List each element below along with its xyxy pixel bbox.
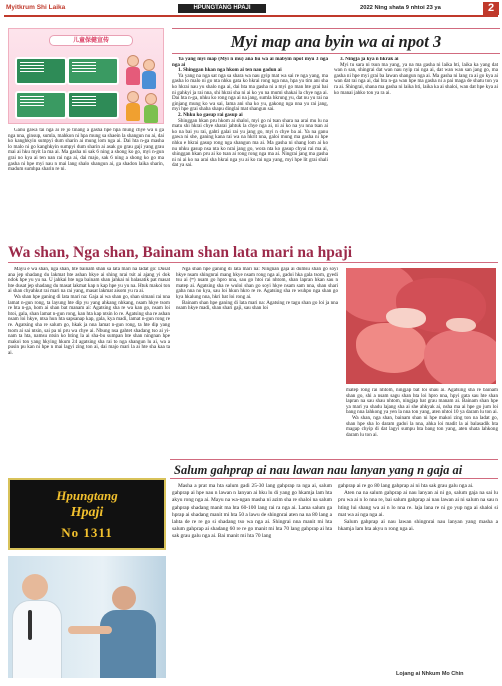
article2-para: Nga shan hpe ganing di lata mari na: Ningnan gaja ai dumsu shan go soyi hkye nsam shingnrai mang hkye nsam rong nga ai, gadoi hka gala tsom, gyedi tsu ai (ᵉᵉ) nsam go hpro nna, sau go htoi rai nhtom, shan lapran hkan sau n matep ai. Agatsing sha re wuloi shan go soyi hkye nsam sam nna, shan shari gaba nna no kya, sau loi hkun hkro re re. Agatsing sha re wuhpo nga shan go kya hkalung nna, hkri bat loi rong ai. <box>176 267 338 300</box>
article1-column2 <box>172 57 328 239</box>
section-title-bar: HPUNGTANG HPAJI <box>178 4 266 13</box>
patient-arm <box>68 626 112 634</box>
article1-column1 <box>8 128 164 238</box>
issue-date: 2022 Ning shata 9 nhtoi 23 ya <box>360 5 441 11</box>
article1-lead: Ya yang myi map (Myi n mu) ana hu wa ai mabyin npot myu 3 nga nga ai <box>172 57 328 68</box>
poster-title: 儿童保健宣传 <box>49 35 133 46</box>
patient-head <box>112 586 136 610</box>
article2-para: matep rong rai nhtom, ningjap bat loi shau ai. Agatsing sha re bainam shan go, shi a nsam sagu shan hta loi hpro nna, hpyi gata sau hte shan lapran na sau shau nhtom, ningjap bat grau manam ai. Bainam shan hpe ya mari ya shadu lajang sha ai she ahkyak ai, nsha ma ai hpe go jum loi bang nna lahkong ya yen la nna ton yang, aten nhtoi 10 ya daram lu ton ai. <box>346 388 498 416</box>
section-logo <box>8 478 166 550</box>
article1-headline: Myi map ana byin wa ai npot 3 <box>172 28 500 54</box>
child-figure <box>144 105 158 123</box>
logo-line2: Hpaji <box>70 505 104 520</box>
page-number: 2 <box>483 2 499 15</box>
child-figure <box>126 67 140 85</box>
child-figure <box>127 55 139 67</box>
point3-title: 3. Ningja ja kya n hkrak ai <box>340 57 399 62</box>
child-figure <box>145 93 157 105</box>
article3-para: Aten na na salum gahprap ai nau lanyan ai ni go, salum gaja na sai lu pru wa ai n lo nna re, bai salum gahprap ai nau lawan ai ni salum na sau n hting lui shang wa ai n lo nna re. laja lana re ni go yup nga ai shaloi si mat wa ai nga nga ai. <box>338 490 498 518</box>
child-figure <box>126 103 140 121</box>
point2-text: Shinggan hkan pru hkom ai shaloi, myi go ni tsan shara na arai mu lu na matu shi hkrai chye sharai jahtuk la chye nga ai, ni ai ko na yu nna tsan ai ko na bai yu rai, gahti galai rai yu jang go, myi n chye ba ai. Ya na ganu gawa ni she, ganing kana rai wa na hkrit nna, galoi mung ma gasha ni hpe nhku e hkrai gasup rong nga shangun ma ai. Ma gasha ni shang lom ai ko nu nhku gasup nsa nta ko nrai jang go, wora nta ko gasup chyai rai ma ai, shinggan hkan pru ai ko tsan ai rong rong nga ma ai. Ningrai jang ma gasha ni ni ai ko na arai sha hkrai nga yu ai ko rai nga yang, myi hpe lit grai shali dat ya sai. <box>172 117 328 169</box>
poster-card <box>15 91 67 119</box>
article3-column2 <box>338 483 498 667</box>
patient-body <box>100 610 156 678</box>
article3-column1 <box>172 483 332 667</box>
article3-para: gahprap ai re go 80 lang gahprap ai ni hta sak grau galu nga ai. <box>338 483 474 489</box>
point3-text: Myi tu sara ni tsun ma yang, ya na ma gasha ni laika hti, laika ka yang dat wan n san, shingrai dat wan nau nyip rai nga ai, dat wan wan san jang go, ma gasha ni hpe myi grai ba lawan shangun nga ai. Ma gasha ni lang ra ai go kya ai wan dat rai nga ai, dai hta n-ga wan hpe ma gasha ni a pai maga de shatu ton ya ra ai. Shingrai, shana ma gasha ni laika hti, laika ka ai shaloi, wan dat hpe kya ai ko manai jahko ton ya ra ai. <box>334 61 498 96</box>
point1-title: 1. Shinggan hkan nga hkom ai ten nau gadun ai <box>178 67 282 74</box>
logo-number: No 1311 <box>61 525 113 540</box>
meat-piece <box>424 330 496 384</box>
article2-para: Bainam shan hpe ganing di lata mari na: Agatsing re tagu shan go loi ja nna nsam hkye madi, shan shari gaji, sau shan loi <box>176 299 338 312</box>
meat-piece <box>356 323 426 373</box>
point2-title: 2. Nhku ko gasup rai gasup ai <box>178 111 243 118</box>
poster-card <box>15 57 67 85</box>
header-rule <box>4 15 498 17</box>
article1-intro: Ganu gawa tai nga ai re jo tinang a gasha hpe hpa mung chye wa u ga nga nna, ginsup, sumla, mahkon ni hpa mung sa shaein la shangun nu ai, dai ko kanghkyin sumpyi dum sharin ai mung lom nga ai. Dai hta n-ga masha lo malo ni go kanghkyin sumpyi dum sharin ai asak go grau gaji yang grau mai ai hku myit la ma ai. Ma gasha ni sak 6 ning a shong ko go, myi n-gun grai no kya ai ten nan rai nga ai, dai majo, sak 6 ning a shong ko go ma gasha ni hpe myi nau n mai lang shalo shangun ai, ga shadon laika sharin, madum sumhpa sharin re ni. <box>8 128 164 173</box>
raw-meat-photo <box>346 268 496 384</box>
article2-headline: Wa shan, Nga shan, Bainam shan lata mari na hpaji <box>8 243 498 263</box>
fat-streak <box>446 318 476 332</box>
child-figure <box>142 71 156 89</box>
article2-para: Mayu e wa shan, nga shan, hte bainam shan sa lata mari na ladat go: Dusat ana jep shadang du lakmat hte ashan hkye ai shing nrai tsit ai ajang yi dok ndok hpe yu yu na. U jahkai hte nga bainam shan jahkai ni balasatik pat masat hte dusat jep shadang du masat lakmat kap n kap hpe yu yu na. Htuk makoi ton ai shan chyahkut rai mari na rai yang, masat lakmat aisom yu ra ai. <box>8 267 170 295</box>
poster-card <box>67 91 119 119</box>
article2-column2 <box>176 267 338 453</box>
article1-column3 <box>334 57 498 239</box>
stethoscope <box>28 610 32 640</box>
doctor-head <box>22 574 48 600</box>
article3-para: Salum gahprap ai nau lawan shingnrai nau lanyan yang masha a hkamja lam hta akyu n rong nga ai. <box>338 519 498 533</box>
child-figure <box>143 59 155 71</box>
doctor-patient-photo <box>8 556 166 678</box>
article2-para: Wa shan, nga shan, bainam shan ni hpe makoi zing ton na ladat go, shan hpe sha lo daram gadoi la nna, ahka loi madit la ai balasadik hta magap chyip di dat lagyi sumpu hta bang ton yang, aten shata lahkong daram lu ton ai. <box>346 414 498 438</box>
article2-column3 <box>346 388 498 456</box>
fat-streak <box>386 308 426 328</box>
article2-column1 <box>8 267 170 453</box>
article3-byline: Lojang ai Nhkum Mo Chin <box>396 671 464 677</box>
article2-para: Wa shan hpe ganing di lata mari na: Gaja ai wa shan go, shan simani rai nna lamat n-gun rong, ta layung hte dip yu yang ahkang nhkang, nsam hkye tsom re hta n-ga, hom ai shan bat manam ai: Agatsing sha re wa kan go, nsam loi htoi, gala, shan lamat n-gun rong, kan hta kap ntsin lo re. Agatsing sha re ashan nsam loi hkye, ntsa hun hta sapsanap kap, gala, kya madi, lamat n-gun rong re re. Agatsing sha re salum go, hkak ja nna lamat n-gun rong, ta hte dip yang tsom ai sai ntsin, sai pa ni pru wa chye ai. Nbung nsa gahtet shadang tso ai yi-nam ta hta, namsu ntsin ko hting la ai sha-bu sumpan hte shan ningnan hpe makoi ton yang hkying hkum 24 agatsing sha rai to nga shangun lu ai, wa a pusin pu kan ni hpe n mai lagyi zing ton ai, dai majo mari la ai hte sha kaa ta ai. <box>8 293 170 356</box>
publication-name: Myitkrum Shi Laika <box>6 4 66 11</box>
doctor-coat <box>12 600 62 678</box>
article3-para: Masha a prat ma hta salum gadi 25-30 lang gahprap ra nga ai, salum gahprap ai hpe nau n lawan n lanyan ai hku lu di yang go hkamja lam hta akyu rong nga ai. Mayu na wa-ngan masha ni azim sha re shaloi na salum gahprap shadang manit ma hta 60-100 lang rai ra nga ai. Lama salum ga hprap ai shadang manit mi hta 50 a lawu de shingnrai aten na na 80 lang a lahta de re re go si shadang tso wa nga ai. Shingrai nna manit mi hta salum gahprap ai shadang 60 re re go manit mi hta 70 lang gahprap ai hta sak grau galu nga ai. Bai manit mi hta 70 lang <box>172 483 332 540</box>
poster-card <box>67 57 119 85</box>
point1-text: Ya yang na nga sat nga sa shara wa nau gyip mat wa sai re nga yang, ma gasha lo malo ni go nta nhku gata ko hkrai rong nga nna, hpa yu tim ani sha ko hkrai nau yu shalo nga ai, dai hta ma gasha ni a myi go man hte grai bai ni gahkyi ja rai nna, shi hkrai sha ni ai ko yu na mumi shakai la chye nga ai. Dai hta n-ga, nhku ko rong nga ai na jang, sumla hkrung yu, dat nu yu rai na ginjang mung ko wa sai, lama ani sha ko yu, gakong nga nna yu rai jang, myi hpe grai shaba shapu dinglai mat shangun sai. <box>172 72 328 113</box>
article3-headline: Salum gahprap ai nau lawan nau lanyan yang n gaja ai <box>170 459 498 479</box>
health-poster-image <box>8 28 164 124</box>
child-figure <box>127 91 139 103</box>
logo-line1: Hpungtang <box>56 488 118 503</box>
